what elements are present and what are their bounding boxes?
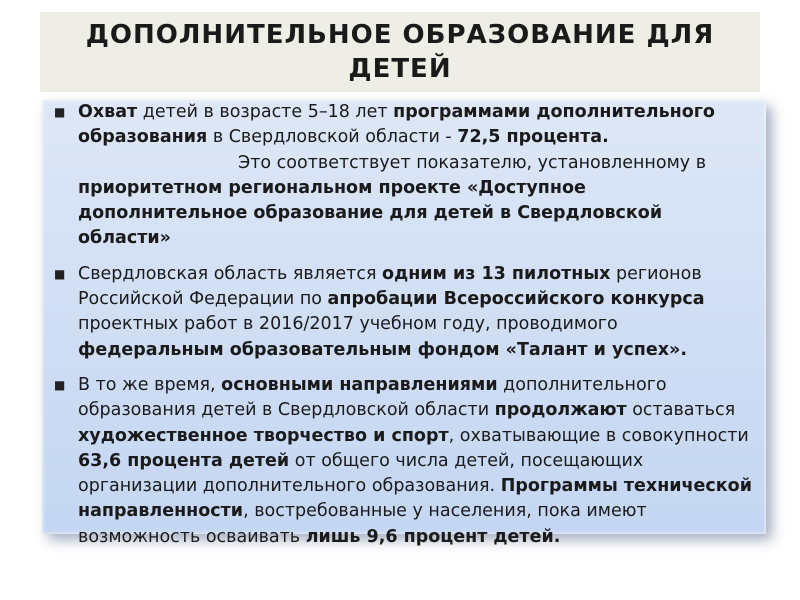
text-run: лишь 9,6 процент детей. [305, 526, 561, 547]
text-run: регионов Российской Федерации по [78, 263, 702, 310]
text-run: Программы технической направленности [78, 476, 752, 522]
text-run: дополнительного образования детей в Свердловской области [78, 374, 667, 421]
text-run: от общего числа детей, посещающих организации дополнительного образования. [78, 450, 644, 497]
bullet-item [52, 373, 754, 550]
text-run: художественное творчество и спорт [78, 425, 449, 446]
text-run: Охват [78, 102, 138, 122]
text-run: 63,6 процента детей [78, 450, 290, 471]
text-run: Свердловская область является [78, 263, 383, 284]
text-run: программами дополнительного образования [78, 102, 715, 148]
text-run: В то же время, [78, 374, 222, 395]
text-run: одним из 13 пилотных [382, 263, 611, 284]
text-run: приоритетном региональном проекте «Доступное дополнительное образование для детей в Свердловской области» [78, 177, 663, 249]
text-run: в Свердловской области - [207, 127, 458, 148]
text-run: Это соответствует показателю, установленному в [238, 152, 707, 173]
square-bullet-icon: ■ [54, 266, 66, 281]
text-run: федеральным образовательным фондом «Талант и успех». [78, 339, 687, 360]
bullet-list [52, 100, 754, 560]
square-bullet-icon: ■ [54, 377, 66, 392]
slide-title: ДОПОЛНИТЕЛЬНОЕ ОБРАЗОВАНИЕ ДЛЯ ДЕТЕЙ [85, 20, 715, 84]
text-run: основными направлениями [221, 374, 498, 395]
bullet-item [52, 262, 754, 363]
text-run: 72,5 процента. [457, 127, 609, 148]
text-run: , востребованные у населения, пока имеют возможность осваивать [78, 501, 647, 547]
text-run: продолжают [494, 400, 627, 421]
text-run: , охватывающие в совокупности [448, 425, 749, 446]
text-run: проектных работ в 2016/2017 учебном году, проводимого [78, 314, 618, 335]
text-run: апробации Всероссийского конкурса [327, 289, 705, 310]
text-run: детей в возрасте 5–18 лет [137, 102, 394, 122]
square-bullet-icon: ■ [54, 105, 66, 119]
text-run: оставаться [626, 400, 736, 421]
bullet-item [52, 100, 754, 252]
